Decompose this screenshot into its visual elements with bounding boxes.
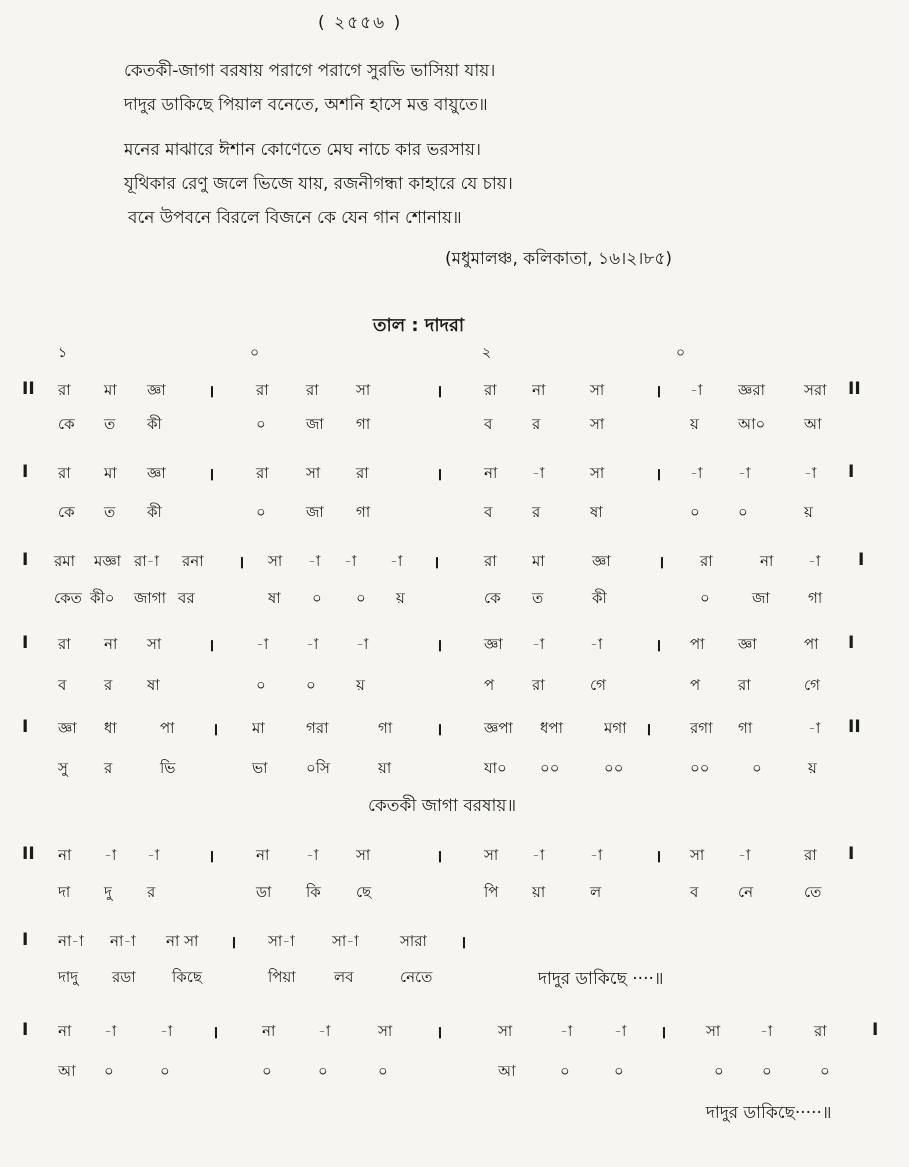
swara-note: জ্ঞা — [147, 464, 166, 482]
swara-note: -া — [690, 381, 703, 399]
bar-line: II — [848, 717, 861, 737]
lyric-syllable: রা — [738, 676, 751, 694]
lyric-syllable: য় — [356, 676, 365, 694]
lyric-syllable: কিছে — [172, 968, 202, 986]
notation-row — [0, 379, 909, 405]
bar-line: II — [22, 844, 35, 864]
bar-line: । — [655, 636, 662, 656]
lyric-line: মনের মাঝারে ঈশান কোণেতে মেঘ নাচে কার ভরসায়। — [124, 140, 481, 160]
swara-note: পা — [160, 719, 175, 737]
swara-note: -া — [104, 846, 117, 864]
lyric-syllable: র — [147, 883, 156, 901]
lyric-syllable: দাদু — [58, 968, 79, 986]
lyric-syllable: লব — [334, 968, 354, 986]
lyric-syllable: সা — [590, 415, 605, 433]
swara-note: সা — [378, 1022, 393, 1040]
swara-note: সা — [498, 1022, 513, 1040]
swara-note: জ্ঞা — [58, 719, 77, 737]
bar-line: । — [436, 465, 443, 485]
swara-note: রা — [306, 381, 319, 399]
swara-note: -া — [160, 1022, 173, 1040]
bar-line: । — [230, 933, 237, 953]
swara-note: -া — [256, 635, 269, 653]
swara-note: না — [484, 464, 498, 482]
lyric-syllable: বর — [178, 589, 195, 607]
lyric-syllable: আ০ — [738, 415, 766, 433]
lyric-syllable: আ — [498, 1062, 516, 1080]
swara-note: না — [58, 1022, 72, 1040]
swara-note: রা — [58, 381, 71, 399]
lyric-syllable: নেতে — [400, 968, 433, 986]
page-number: ( ২৫৫৬ ) — [318, 13, 403, 33]
lyric-syllable: ০ — [256, 676, 266, 694]
notation-row — [0, 633, 909, 659]
lyric-syllable: র — [104, 676, 113, 694]
lyric-syllable: ষা — [147, 676, 160, 694]
swara-note: সা — [706, 1022, 721, 1040]
taal-mark: ০ — [250, 345, 260, 361]
swara-note: -া — [147, 846, 160, 864]
swara-note: না-া — [110, 932, 136, 950]
swara-note: -া — [808, 552, 821, 570]
bar-line: I — [22, 462, 29, 482]
swara-note: রা — [256, 464, 269, 482]
swara-note: গরা — [306, 719, 329, 737]
swara-note: মা — [532, 552, 545, 570]
lyric-syllable: গা — [356, 415, 371, 433]
lyric-syllable: রা — [532, 676, 545, 694]
swara-note: -া — [532, 846, 545, 864]
notation-lyric-row — [0, 881, 909, 907]
swara-note: না — [58, 846, 72, 864]
lyric-syllable: য় — [808, 759, 817, 777]
lyric-syllable: ০ — [614, 1062, 624, 1080]
lyric-syllable: প — [484, 676, 495, 694]
lyric-syllable: ব — [690, 883, 699, 901]
swara-note: সা — [356, 846, 371, 864]
lyric-syllable: দু — [104, 883, 112, 901]
swara-note: -া — [104, 1022, 117, 1040]
bar-line: । — [433, 553, 440, 573]
swara-note: -া — [532, 464, 545, 482]
lyric-syllable: ০ — [738, 503, 748, 521]
swara-note: -া — [308, 552, 321, 570]
swara-note: -া — [390, 552, 403, 570]
swara-note: -া — [738, 464, 751, 482]
lyric-syllable: য় — [804, 503, 813, 521]
taal-heading: তাল : দাদরা — [373, 315, 465, 336]
lyric-syllable: ত — [104, 503, 116, 521]
swara-note: সা — [690, 846, 705, 864]
lyric-syllable: ত — [104, 415, 116, 433]
swara-note: না — [532, 381, 546, 399]
lyric-syllable: ভা — [252, 759, 268, 777]
lyric-syllable: ল — [590, 883, 602, 901]
lyric-line: দাদুর ডাকিছে পিয়াল বনেতে, অশনি হাসে মত্ত বায়ুতে॥ — [124, 95, 488, 115]
swara-note: ধা — [104, 719, 117, 737]
lyric-syllable: কে — [484, 589, 501, 607]
swara-note: জ্ঞা — [484, 635, 503, 653]
lyric-syllable: ব — [484, 503, 493, 521]
lyric-syllable: কী — [147, 503, 162, 521]
lyric-syllable: ডা — [256, 883, 272, 901]
swara-note: -া — [318, 1022, 331, 1040]
lyric-syllable: পি — [484, 883, 499, 901]
swara-note: রনা — [182, 552, 204, 570]
lyric-syllable: রডা — [112, 968, 136, 986]
swara-note: মা — [252, 719, 265, 737]
taal-marks — [0, 341, 909, 365]
bar-line: । — [436, 847, 443, 867]
bar-line: । — [460, 933, 467, 953]
swara-note: না — [104, 635, 118, 653]
lyric-syllable: ০ — [318, 1062, 328, 1080]
refrain-line: দাদুর ডাকিছে·····॥ — [706, 1103, 832, 1123]
bar-line: । — [436, 1023, 443, 1043]
notation-lyric-row — [0, 587, 909, 613]
lyric-syllable: র — [532, 503, 541, 521]
swara-note: রা — [484, 381, 497, 399]
lyric-syllable: য় — [396, 589, 405, 607]
notation-row — [0, 844, 909, 870]
taal-mark: ২ — [482, 345, 492, 361]
swara-note: রগা — [690, 719, 713, 737]
swara-note: -া — [356, 635, 369, 653]
lyric-syllable: জা — [306, 415, 324, 433]
swara-note: রা — [814, 1022, 827, 1040]
bar-line: I — [872, 1020, 879, 1040]
lyric-syllable: ০ — [560, 1062, 570, 1080]
bar-line: । — [655, 847, 662, 867]
bar-line: । — [436, 382, 443, 402]
lyric-syllable: ০ — [262, 1062, 272, 1080]
bar-line: I — [848, 462, 855, 482]
lyric-syllable: ০ — [312, 589, 322, 607]
bar-line: । — [436, 720, 443, 740]
lyric-syllable: ০ — [306, 676, 316, 694]
swara-note: ধপা — [540, 719, 563, 737]
bar-line: I — [848, 844, 855, 864]
lyric-syllable: ০ — [714, 1062, 724, 1080]
swara-note: গা — [738, 719, 753, 737]
lyric-syllable: ০ — [104, 1062, 114, 1080]
lyric-syllable: ছে — [356, 883, 372, 901]
bar-line: । — [645, 720, 652, 740]
lyric-syllable: কি — [306, 883, 321, 901]
bar-line: । — [208, 847, 215, 867]
notation-lyric-row — [0, 674, 909, 700]
lyric-syllable: কী — [592, 589, 607, 607]
lyric-syllable: সু — [58, 759, 68, 777]
bar-line: I — [22, 633, 29, 653]
lyric-syllable: ০ — [160, 1062, 170, 1080]
lyric-syllable: গে — [804, 676, 820, 694]
swara-note: না — [262, 1022, 276, 1040]
swara-note: মা — [104, 381, 117, 399]
lyric-syllable: ব — [484, 415, 493, 433]
bar-line: । — [655, 382, 662, 402]
swara-note: রা — [804, 846, 817, 864]
lyric-syllable: জা — [306, 503, 324, 521]
bar-line: । — [208, 636, 215, 656]
swara-note: না — [256, 846, 270, 864]
swara-note: -া — [532, 635, 545, 653]
lyric-syllable: গা — [356, 503, 371, 521]
lyric-syllable: আ — [58, 1062, 76, 1080]
lyric-line: বনে উপবনে বিরলে বিজনে কে যেন গান শোনায়॥ — [128, 208, 462, 228]
swara-note: -া — [808, 719, 821, 737]
swara-note: সা — [306, 464, 321, 482]
swara-note: সা — [147, 635, 162, 653]
lyric-syllable: ০ — [820, 1062, 830, 1080]
notation-row — [0, 550, 909, 576]
swara-note: সরা — [804, 381, 827, 399]
swara-note: -া — [690, 464, 703, 482]
swara-note: রা — [58, 635, 71, 653]
swara-note: -া — [306, 846, 319, 864]
swara-note: সা — [484, 846, 499, 864]
notation-lyric-row — [0, 966, 909, 992]
swara-note: সা-া — [268, 932, 295, 950]
lyric-syllable: ব — [58, 676, 67, 694]
lyric-syllable: যা০ — [484, 759, 507, 777]
swara-note: জ্ঞপা — [484, 719, 513, 737]
lyric-syllable: র — [104, 759, 113, 777]
swara-note: রা — [58, 464, 71, 482]
notation-row — [0, 462, 909, 488]
lyric-syllable: কে — [58, 503, 75, 521]
bar-line: । — [208, 465, 215, 485]
bar-line: II — [22, 379, 35, 399]
swara-note: জ্ঞা — [592, 552, 611, 570]
lyric-syllable: জা — [752, 589, 770, 607]
lyric-syllable: ০ — [378, 1062, 388, 1080]
swara-note: মজ্ঞা — [94, 552, 122, 570]
swara-note: জ্ঞা — [738, 635, 757, 653]
taal-mark: ১ — [58, 345, 68, 361]
refrain-line: কেতকী জাগা বরষায়॥ — [368, 796, 517, 816]
swara-note: মা — [104, 464, 117, 482]
lyric-line: কেতকী-জাগা বরষায় পরাগে পরাগে সুরভি ভাসিয়া যায়। — [124, 61, 496, 81]
bar-line: । — [436, 636, 443, 656]
swara-note: না-া — [58, 932, 84, 950]
swara-note: রা-া — [134, 552, 159, 570]
swara-note: পা — [690, 635, 705, 653]
swara-note: না সা — [166, 932, 199, 950]
lyric-syllable: য়া — [532, 883, 546, 901]
swara-note: -া — [760, 1022, 773, 1040]
swara-note: রা — [256, 381, 269, 399]
lyric-syllable: পিয়া — [268, 968, 296, 986]
swara-note: সা — [590, 381, 605, 399]
lyric-syllable: ০সি — [306, 759, 330, 777]
lyric-syllable: ০০ — [604, 759, 624, 777]
swara-note: সারা — [400, 932, 427, 950]
notation-lyric-row — [0, 1060, 909, 1086]
lyric-syllable: কী০ — [90, 589, 115, 607]
swara-note: -া — [590, 635, 603, 653]
swara-note: -া — [804, 464, 817, 482]
notation-row — [0, 717, 909, 743]
notation-lyric-row — [0, 501, 909, 527]
bar-line: । — [660, 1023, 667, 1043]
bar-line: । — [208, 382, 215, 402]
lyric-syllable: ০ — [762, 1062, 772, 1080]
swara-note: পা — [804, 635, 819, 653]
swara-note: -া — [614, 1022, 627, 1040]
notation-row — [0, 930, 909, 956]
swara-note: রা — [356, 464, 369, 482]
lyric-syllable: ষা — [590, 503, 603, 521]
swara-note: সা — [268, 552, 283, 570]
lyric-syllable: কে — [58, 415, 75, 433]
lyric-syllable: য়া — [378, 759, 392, 777]
refrain-line: দাদুর ডাকিছে ····॥ — [538, 969, 664, 989]
swara-note: -া — [560, 1022, 573, 1040]
bar-line: । — [655, 465, 662, 485]
lyric-syllable: ০০ — [690, 759, 710, 777]
lyric-syllable: আ — [804, 415, 822, 433]
bar-line: I — [22, 550, 29, 570]
lyric-syllable: দা — [58, 883, 71, 901]
swara-note: রা — [484, 552, 497, 570]
notation-lyric-row — [0, 757, 909, 783]
bar-line: I — [22, 717, 29, 737]
lyric-syllable: তে — [804, 883, 822, 901]
bar-line: II — [848, 379, 861, 399]
swara-note: গা — [378, 719, 393, 737]
lyric-syllable: ত — [532, 589, 544, 607]
notation-lyric-row — [0, 413, 909, 439]
swara-note: সা-া — [332, 932, 359, 950]
lyric-syllable: জাগা — [134, 589, 166, 607]
lyric-syllable: কী — [147, 415, 162, 433]
swara-note: জ্ঞা — [147, 381, 166, 399]
lyric-syllable: ০ — [752, 759, 762, 777]
lyric-syllable: প — [690, 676, 701, 694]
swara-note: মগা — [604, 719, 627, 737]
lyric-syllable: র — [532, 415, 541, 433]
swara-note: রমা — [54, 552, 75, 570]
lyric-syllable: ০ — [256, 415, 266, 433]
bar-line: । — [238, 553, 245, 573]
lyric-syllable: ০ — [700, 589, 710, 607]
lyric-syllable: কেত — [54, 589, 82, 607]
taal-mark: ০ — [676, 345, 686, 361]
lyric-syllable: য় — [690, 415, 699, 433]
lyric-line: যূথিকার রেণু জলে ভিজে যায়, রজনীগন্ধা কাহারে যে চায়। — [124, 174, 513, 194]
lyric-syllable: ০ — [690, 503, 700, 521]
bar-line: । — [212, 1023, 219, 1043]
bar-line: । — [658, 553, 665, 573]
swara-note: না — [760, 552, 774, 570]
bar-line: । — [212, 720, 219, 740]
notation-row — [0, 1020, 909, 1046]
lyric-syllable: ০০ — [540, 759, 560, 777]
source-citation: (মধুমালঞ্চ, কলিকাতা, ১৬।২।৮৫) — [445, 249, 673, 269]
swara-note: সা — [356, 381, 371, 399]
lyric-syllable: গা — [808, 589, 823, 607]
swara-note: সা — [590, 464, 605, 482]
lyric-syllable: ষা — [268, 589, 281, 607]
swara-note: -া — [738, 846, 751, 864]
swara-note: -া — [344, 552, 357, 570]
bar-line: I — [22, 930, 29, 950]
lyric-syllable: নে — [738, 883, 754, 901]
lyric-syllable: গে — [590, 676, 606, 694]
swara-note: -া — [306, 635, 319, 653]
swara-note: রা — [700, 552, 713, 570]
bar-line: I — [858, 550, 865, 570]
swara-note: জ্ঞরা — [738, 381, 765, 399]
lyric-syllable: ০ — [256, 503, 266, 521]
lyric-syllable: ভি — [160, 759, 176, 777]
bar-line: I — [848, 633, 855, 653]
swara-note: -া — [590, 846, 603, 864]
lyric-syllable: ০ — [356, 589, 366, 607]
bar-line: I — [22, 1020, 29, 1040]
